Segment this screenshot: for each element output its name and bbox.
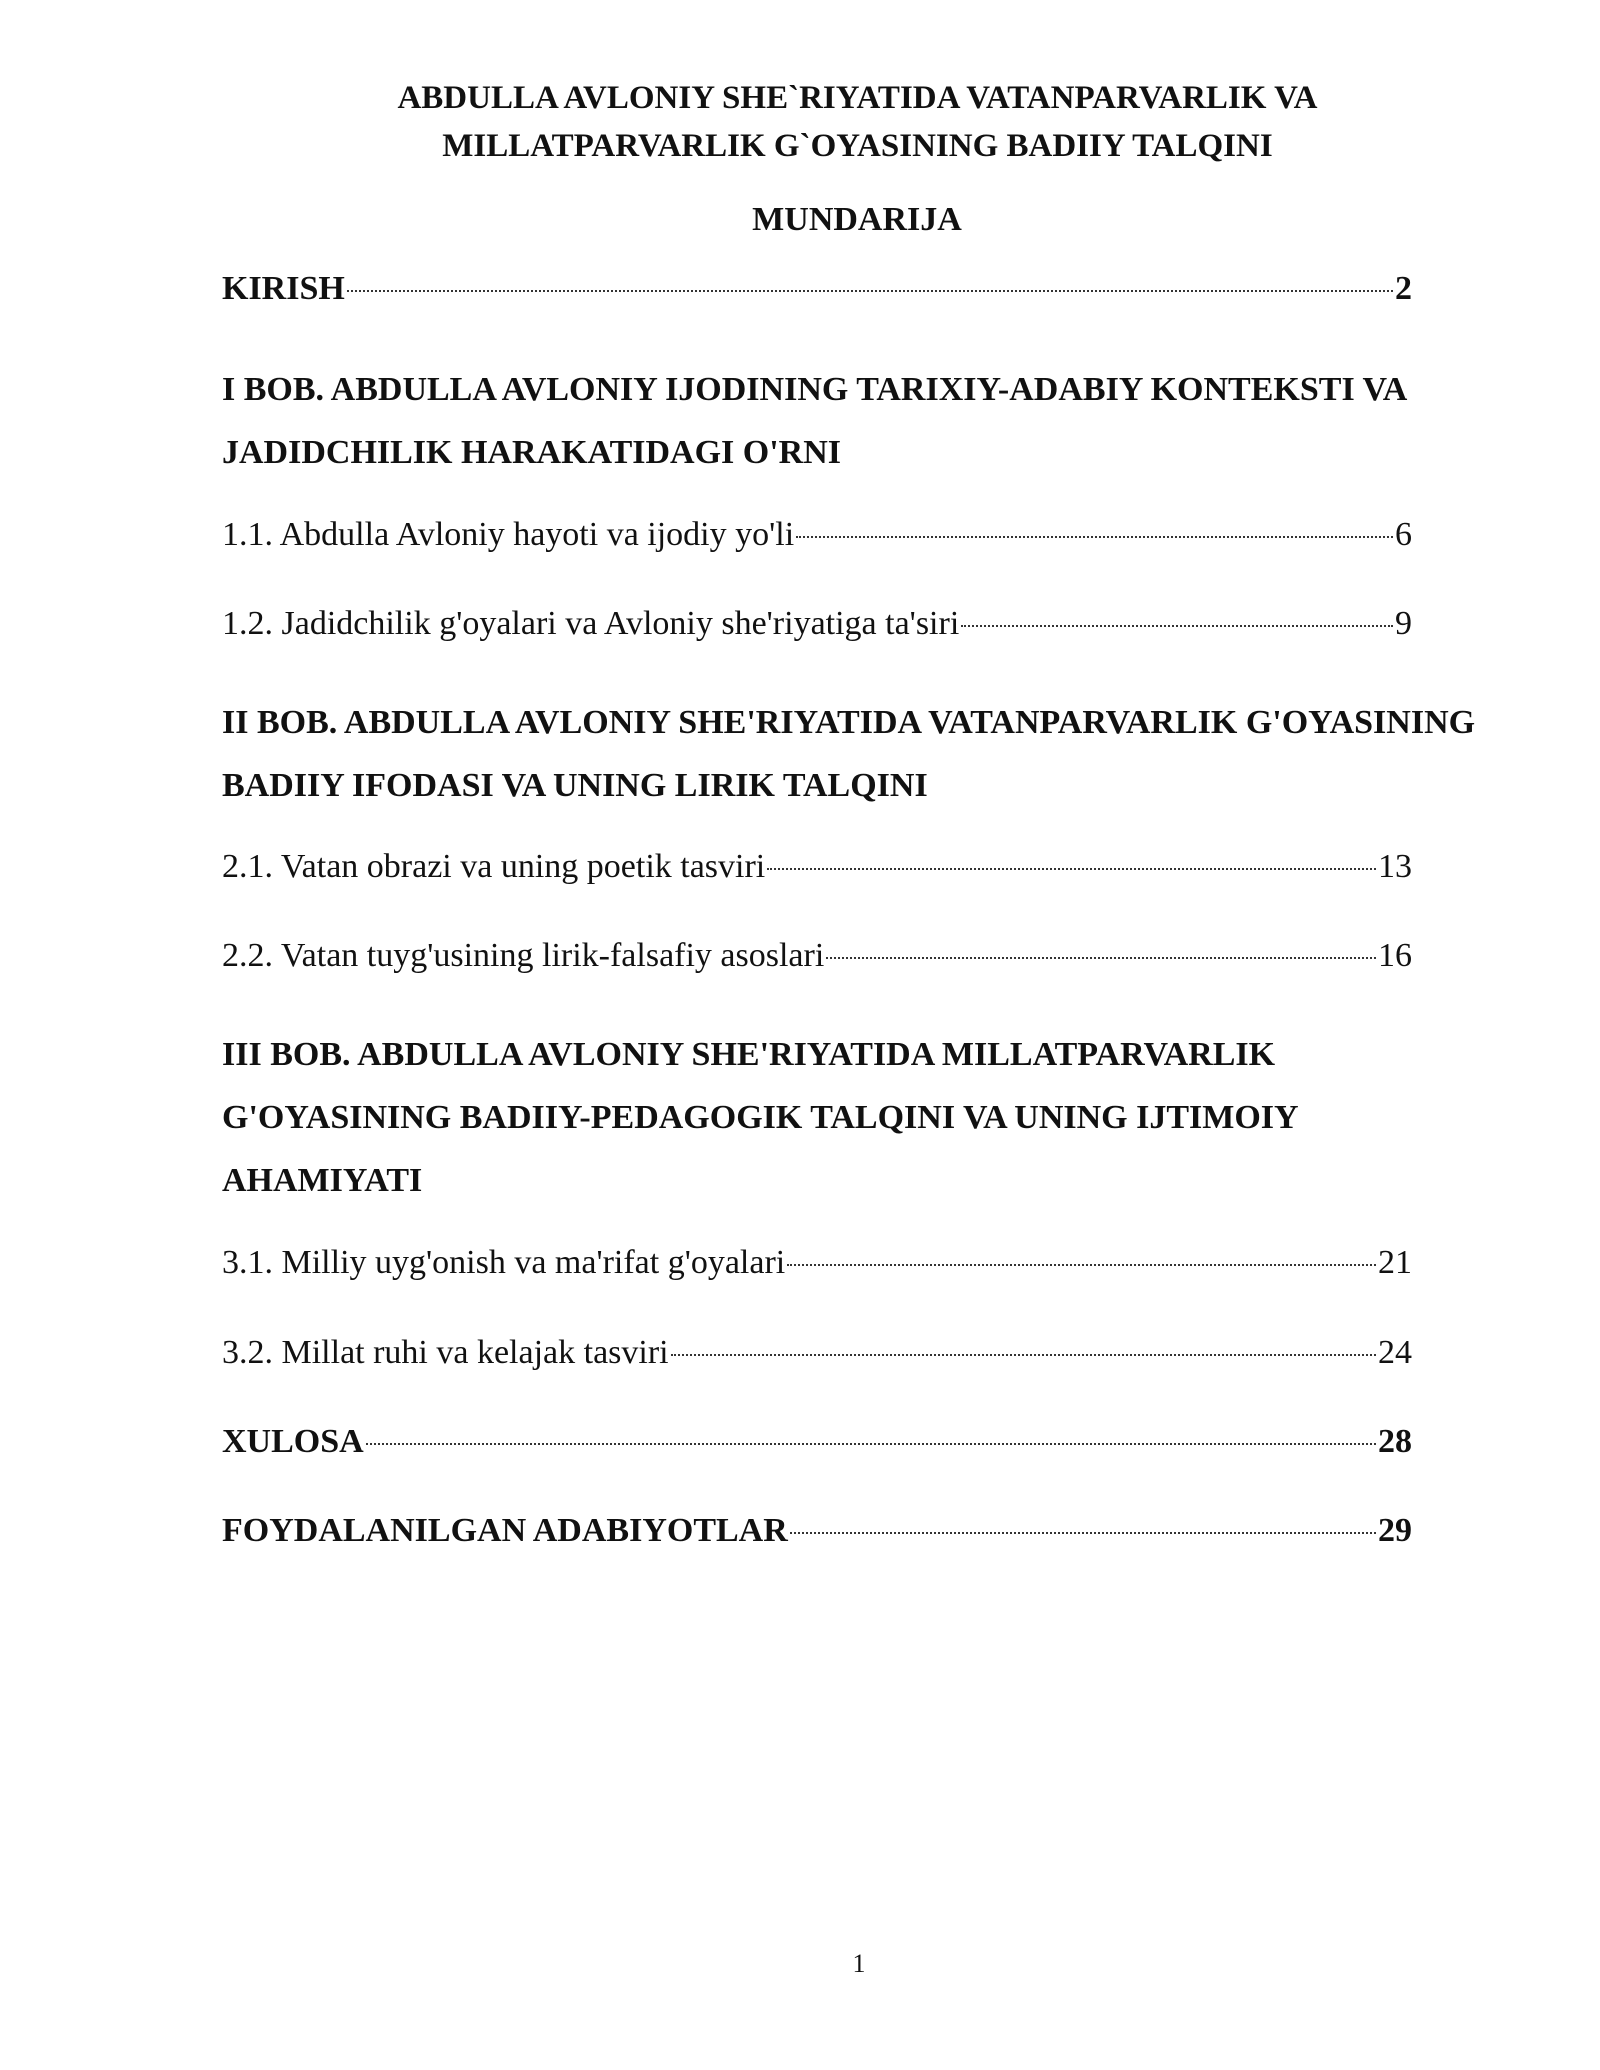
dot-leader [961,625,1393,627]
toc-page-number: 6 [1395,516,1412,553]
dot-leader [671,1354,1376,1356]
toc-entry-label: XULOSA [222,1423,364,1460]
document-title: ABDULLA AVLONIY SHE`RIYATIDA VATANPARVARLIK VA MILLATPARVARLIK G`OYASINING BADIIY TALQINI [397,80,1318,164]
toc-entry-xulosa[interactable] [222,1418,1412,1466]
toc-chapter-1[interactable]: I BOB. ABDULLA AVLONIY IJODINING TARIXIY-ADABIY KONTEKSTI VA JADIDCHILIK HARAKATIDAGI O'RNI [222,371,1406,471]
dot-leader [366,1443,1376,1445]
dot-leader [347,290,1393,292]
toc-entry-2-1[interactable] [222,843,1412,891]
toc-page-number: 28 [1378,1423,1412,1460]
toc-page-number: 21 [1378,1244,1412,1281]
page-number: 1 [852,1949,866,1978]
toc-chapter-3[interactable]: III BOB. ABDULLA AVLONIY SHE'RIYATIDA MILLATPARVARLIK G'OYASINING BADIIY-PEDAGOGIK TALQINI VA UNING IJTIMOIY AHAMIYATI [222,1036,1298,1199]
toc-entry-label: 3.1. Milliy uyg'onish va ma'rifat g'oyalari [222,1244,786,1281]
dot-leader [787,1264,1376,1266]
toc-heading: MUNDARIJA [752,201,962,238]
toc-entry-1-1[interactable] [222,511,1412,559]
dot-leader [826,957,1376,959]
toc-entry-label: 2.1. Vatan obrazi va uning poetik tasviri [222,848,766,885]
toc-entry-kirish[interactable] [222,265,1412,313]
toc-entry-label: 2.2. Vatan tuyg'usining lirik-falsafiy asoslari [222,937,825,974]
dot-leader [767,868,1376,870]
toc-entry-3-1[interactable] [222,1239,1412,1287]
dot-leader [796,536,1393,538]
toc-chapter-2[interactable]: II BOB. ABDULLA AVLONIY SHE'RIYATIDA VATANPARVARLIK G'OYASINING BADIIY IFODASI VA UNING LIRIK TALQINI [222,704,1476,804]
toc-page-number: 13 [1378,848,1412,885]
toc-entry-label: FOYDALANILGAN ADABIYOTLAR [222,1512,788,1549]
toc-page-number: 9 [1395,605,1412,642]
dot-leader [790,1532,1376,1534]
toc-entry-label: 1.1. Abdulla Avloniy hayoti va ijodiy yo'li [222,516,795,553]
toc-entry-label: 3.2. Millat ruhi va kelajak tasviri [222,1334,669,1371]
toc-entry-label: KIRISH [222,270,345,307]
toc-entry-label: 1.2. Jadidchilik g'oyalari va Avloniy she'riyatiga ta'siri [222,605,960,642]
toc-page-number: 2 [1395,270,1412,307]
toc-entry-1-2[interactable] [222,600,1412,648]
toc-page-number: 24 [1378,1334,1412,1371]
toc-page-number: 29 [1378,1512,1412,1549]
toc-entry-3-2[interactable] [222,1329,1412,1377]
toc-entry-2-2[interactable] [222,932,1412,980]
toc-page-number: 16 [1378,937,1412,974]
toc-entry-adabiyotlar[interactable] [222,1507,1412,1555]
